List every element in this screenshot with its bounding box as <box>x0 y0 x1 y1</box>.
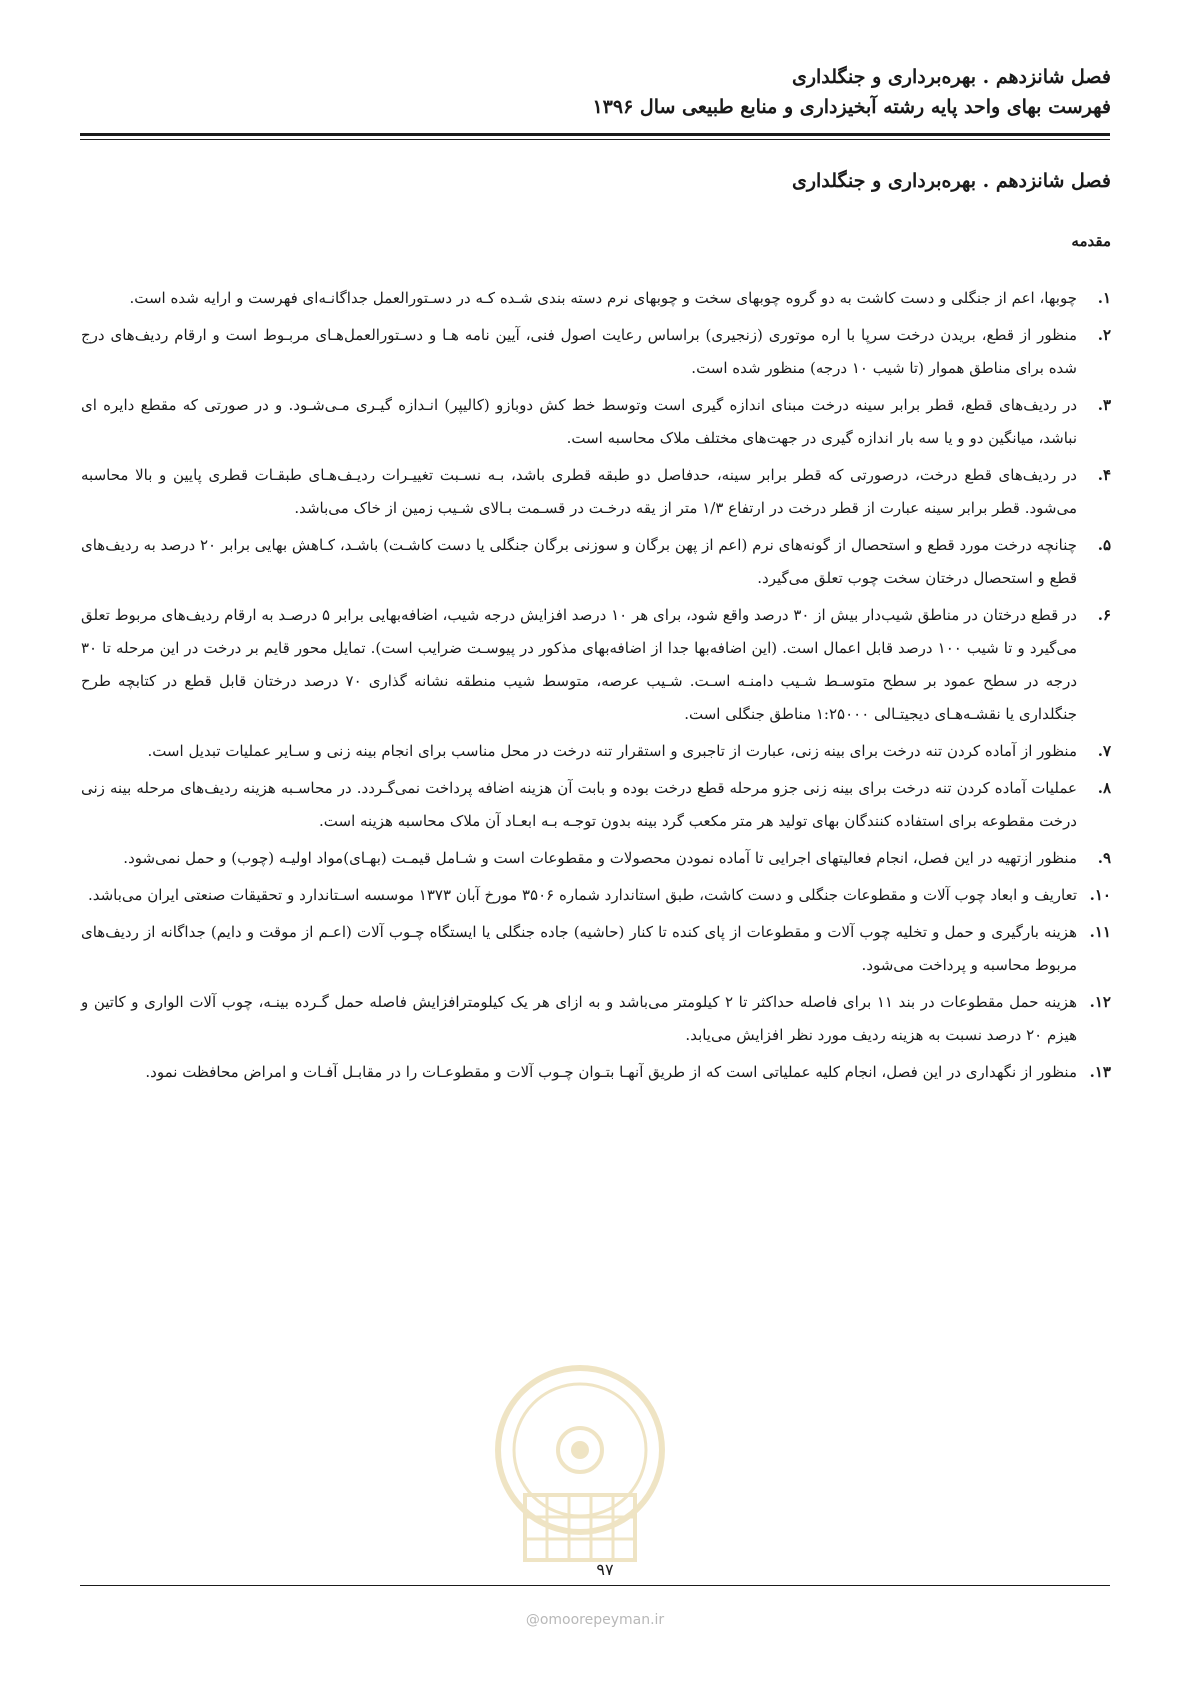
item-text: تعاریف و ابعاد چوب آلات و مقطوعات جنگلی و دست کاشت، طبق استاندارد شماره ۳۵۰۶ مورخ آبان ۱۳۷۳ موسسه اسـتاندارد و تحقیقات صنعتی ایران می‌باشد. <box>87 886 1077 904</box>
item-text: عملیات آماده کردن تنه درخت برای بینه زنی جزو مرحله قطع درخت بوده و بابت آن هزینه اضافه پرداخت نمی‌گـردد. در محاسـبه هزینه ردیف‌های مرحله بینه زنی درخت مقطوعه برای استفاده کنندگان بهای تولید هر متر مکعب گرد بینه بدون توجـه بـه ابعـاد آن ملاک محاسبه هزینه است. <box>81 779 1077 830</box>
list-item <box>81 986 1111 1052</box>
item-number: ۹. <box>1097 849 1111 867</box>
item-number: ۲. <box>1097 326 1111 344</box>
item-number: ۱۱. <box>1089 923 1111 941</box>
item-text: منظور از نگهداری در این فصل، انجام کلیه عملیاتی است که از طریق آنهـا بتـوان چـوب آلات و مقطوعـات را در مقابـل آفـات و امراض محافظت نمود. <box>145 1063 1077 1081</box>
list-item <box>81 879 1111 912</box>
item-text: در ردیف‌های قطع درخت، درصورتی که قطر برابر سینه، حدفاصل دو طبقه قطری باشد، بـه نسـبت تغییـرات ردیـف‌هـای طبقـات قطری پایین و بالا محاسبه می‌شود. قطر برابر سینه عبارت از قطر درخت در ارتفاع ۱/۳ متر از یقه درخـت در قسـمت بـالای شـیب زمین از خاک می‌باشد. <box>81 466 1077 517</box>
item-number: ۴. <box>1097 466 1111 484</box>
item-text: هزینه حمل مقطوعات در بند ۱۱ برای فاصله حداکثر تا ۲ کیلومتر می‌باشد و به ازای هر یک کیلومترافزایش فاصله حمل گـرده بینـه، چوب آلات الواری و کاتین و هیزم ۲۰ درصد نسبت به هزینه ردیف مورد نظر افزایش می‌یابد. <box>81 993 1077 1044</box>
chapter-title: فصل شانزدهم . بهره‌برداری و جنگلداری <box>791 170 1111 192</box>
item-number: ۱۰. <box>1089 886 1111 904</box>
header-rule-thick <box>80 133 1110 136</box>
list-item <box>81 529 1111 595</box>
intro-heading: مقدمه <box>1071 232 1111 250</box>
item-number: ۵. <box>1097 536 1111 554</box>
list-item <box>81 842 1111 875</box>
list-item <box>81 1056 1111 1089</box>
item-text: در ردیف‌های قطع، قطر برابر سینه درخت مبنای اندازه گیری است وتوسط خط کش دوبازو (کالیپر) انـدازه گیـری مـی‌شـود. و در صورتی که مقطع دایره ای نباشد، میانگین دو و یا سه بار اندازه گیری در جهت‌های مختلف ملاک محاسبه است. <box>81 396 1077 447</box>
footer-rule <box>80 1585 1110 1586</box>
list-item <box>81 319 1111 385</box>
list-item <box>81 389 1111 455</box>
item-number: ۱۳. <box>1089 1063 1111 1081</box>
item-text: منظور ازتهیه در این فصل، انجام فعالیتهای اجرایی تا آماده نمودن محصولات و مقطوعات است و شـامل قیمـت (بهـای)مواد اولیـه (چوب) و حمل نمی‌شود. <box>123 849 1077 867</box>
item-text: منظور از آماده کردن تنه درخت برای بینه زنی، عبارت از تاجبری و استقرار تنه درخت در محل مناسب برای انجام بینه زنی و سـایر عملیات تبدیل است. <box>147 742 1077 760</box>
watermark-text: @omoorepeyman.ir <box>525 1612 665 1628</box>
numbered-list <box>81 282 1111 1093</box>
header-rule-thin <box>80 139 1110 140</box>
list-item <box>81 282 1111 315</box>
item-text: چوبها، اعم از جنگلی و دست کاشت به دو گروه چوبهای سخت و چوبهای نرم دسته بندی شـده کـه در دسـتورالعمل جداگانـه‌ای فهرست و ارایه شده است. <box>129 289 1077 307</box>
watermark-seal-icon <box>485 1355 675 1585</box>
item-text: هزینه بارگیری و حمل و تخلیه چوب آلات و مقطوعات از پای کنده تا کنار (حاشیه) جاده جنگلی یا ایستگاه چـوب آلات (اعـم از موقت و دایم) جداگانه از ردیف‌های مربوط محاسبه و پرداخت می‌شود. <box>81 923 1077 974</box>
page-header <box>81 62 1111 122</box>
page-number: ۹۷ <box>596 1560 614 1579</box>
list-item <box>81 916 1111 982</box>
header-chapter-title: فصل شانزدهم . بهره‌برداری و جنگلداری <box>791 66 1111 88</box>
item-text: در قطع درختان در مناطق شیب‌دار بیش از ۳۰ درصد واقع شود، برای هر ۱۰ درصد افزایش درجه شیب، اضافه‌بهایی برابر ۵ درصـد به ارقام ردیف‌های مربوط تعلق می‌گیرد و تا شیب ۱۰۰ درصد قابل اعمال است. (این اضافه‌بها جدا از اضافه‌بهای مذکور در پیوسـت ضرایب است). تمایل محور قایم بر درخت در این مرحله تا ۳۰ درجه در سطح عمود بر سطح متوسـط شـیب دامنـه اسـت. شـیب عرصه، متوسط شیب منطقه نشانه گذاری ۷۰ درصد درختان قابل قطع در کتابچه طرح جنگلداری یا نقشـه‌هـای دیجیتـالی ۱:۲۵۰۰۰ مناطق جنگلی است. <box>81 606 1077 723</box>
item-number: ۷. <box>1097 742 1111 760</box>
item-number: ۳. <box>1097 396 1111 414</box>
list-item <box>81 599 1111 731</box>
item-number: ۶. <box>1097 606 1111 624</box>
item-text: چنانچه درخت مورد قطع و استحصال از گونه‌های نرم (اعم از پهن برگان و سوزنی برگان جنگلی یا دست کاشـت) باشـد، کـاهش بهایی برابر ۲۰ درصد به ردیف‌های قطع و استحصال درختان سخت چوب تعلق می‌گیرد. <box>81 536 1077 587</box>
item-text: منظور از قطع، بریدن درخت سرپا با اره موتوری (زنجیری) براساس رعایت اصول فنی، آیین نامه هـا و دسـتورالعمل‌هـای مربـوط است و ارقام ردیف‌های درج شده برای مناطق هموار (تا شیب ۱۰ درجه) منظور شده است. <box>81 326 1077 377</box>
item-number: ۱۲. <box>1089 993 1111 1011</box>
item-number: ۸. <box>1097 779 1111 797</box>
list-item <box>81 459 1111 525</box>
item-number: ۱. <box>1097 289 1111 307</box>
list-item <box>81 772 1111 838</box>
header-document-title: فهرست بهای واحد پایه رشته آبخیزداری و منابع طبیعی سال ۱۳۹۶ <box>592 96 1111 118</box>
list-item <box>81 735 1111 768</box>
